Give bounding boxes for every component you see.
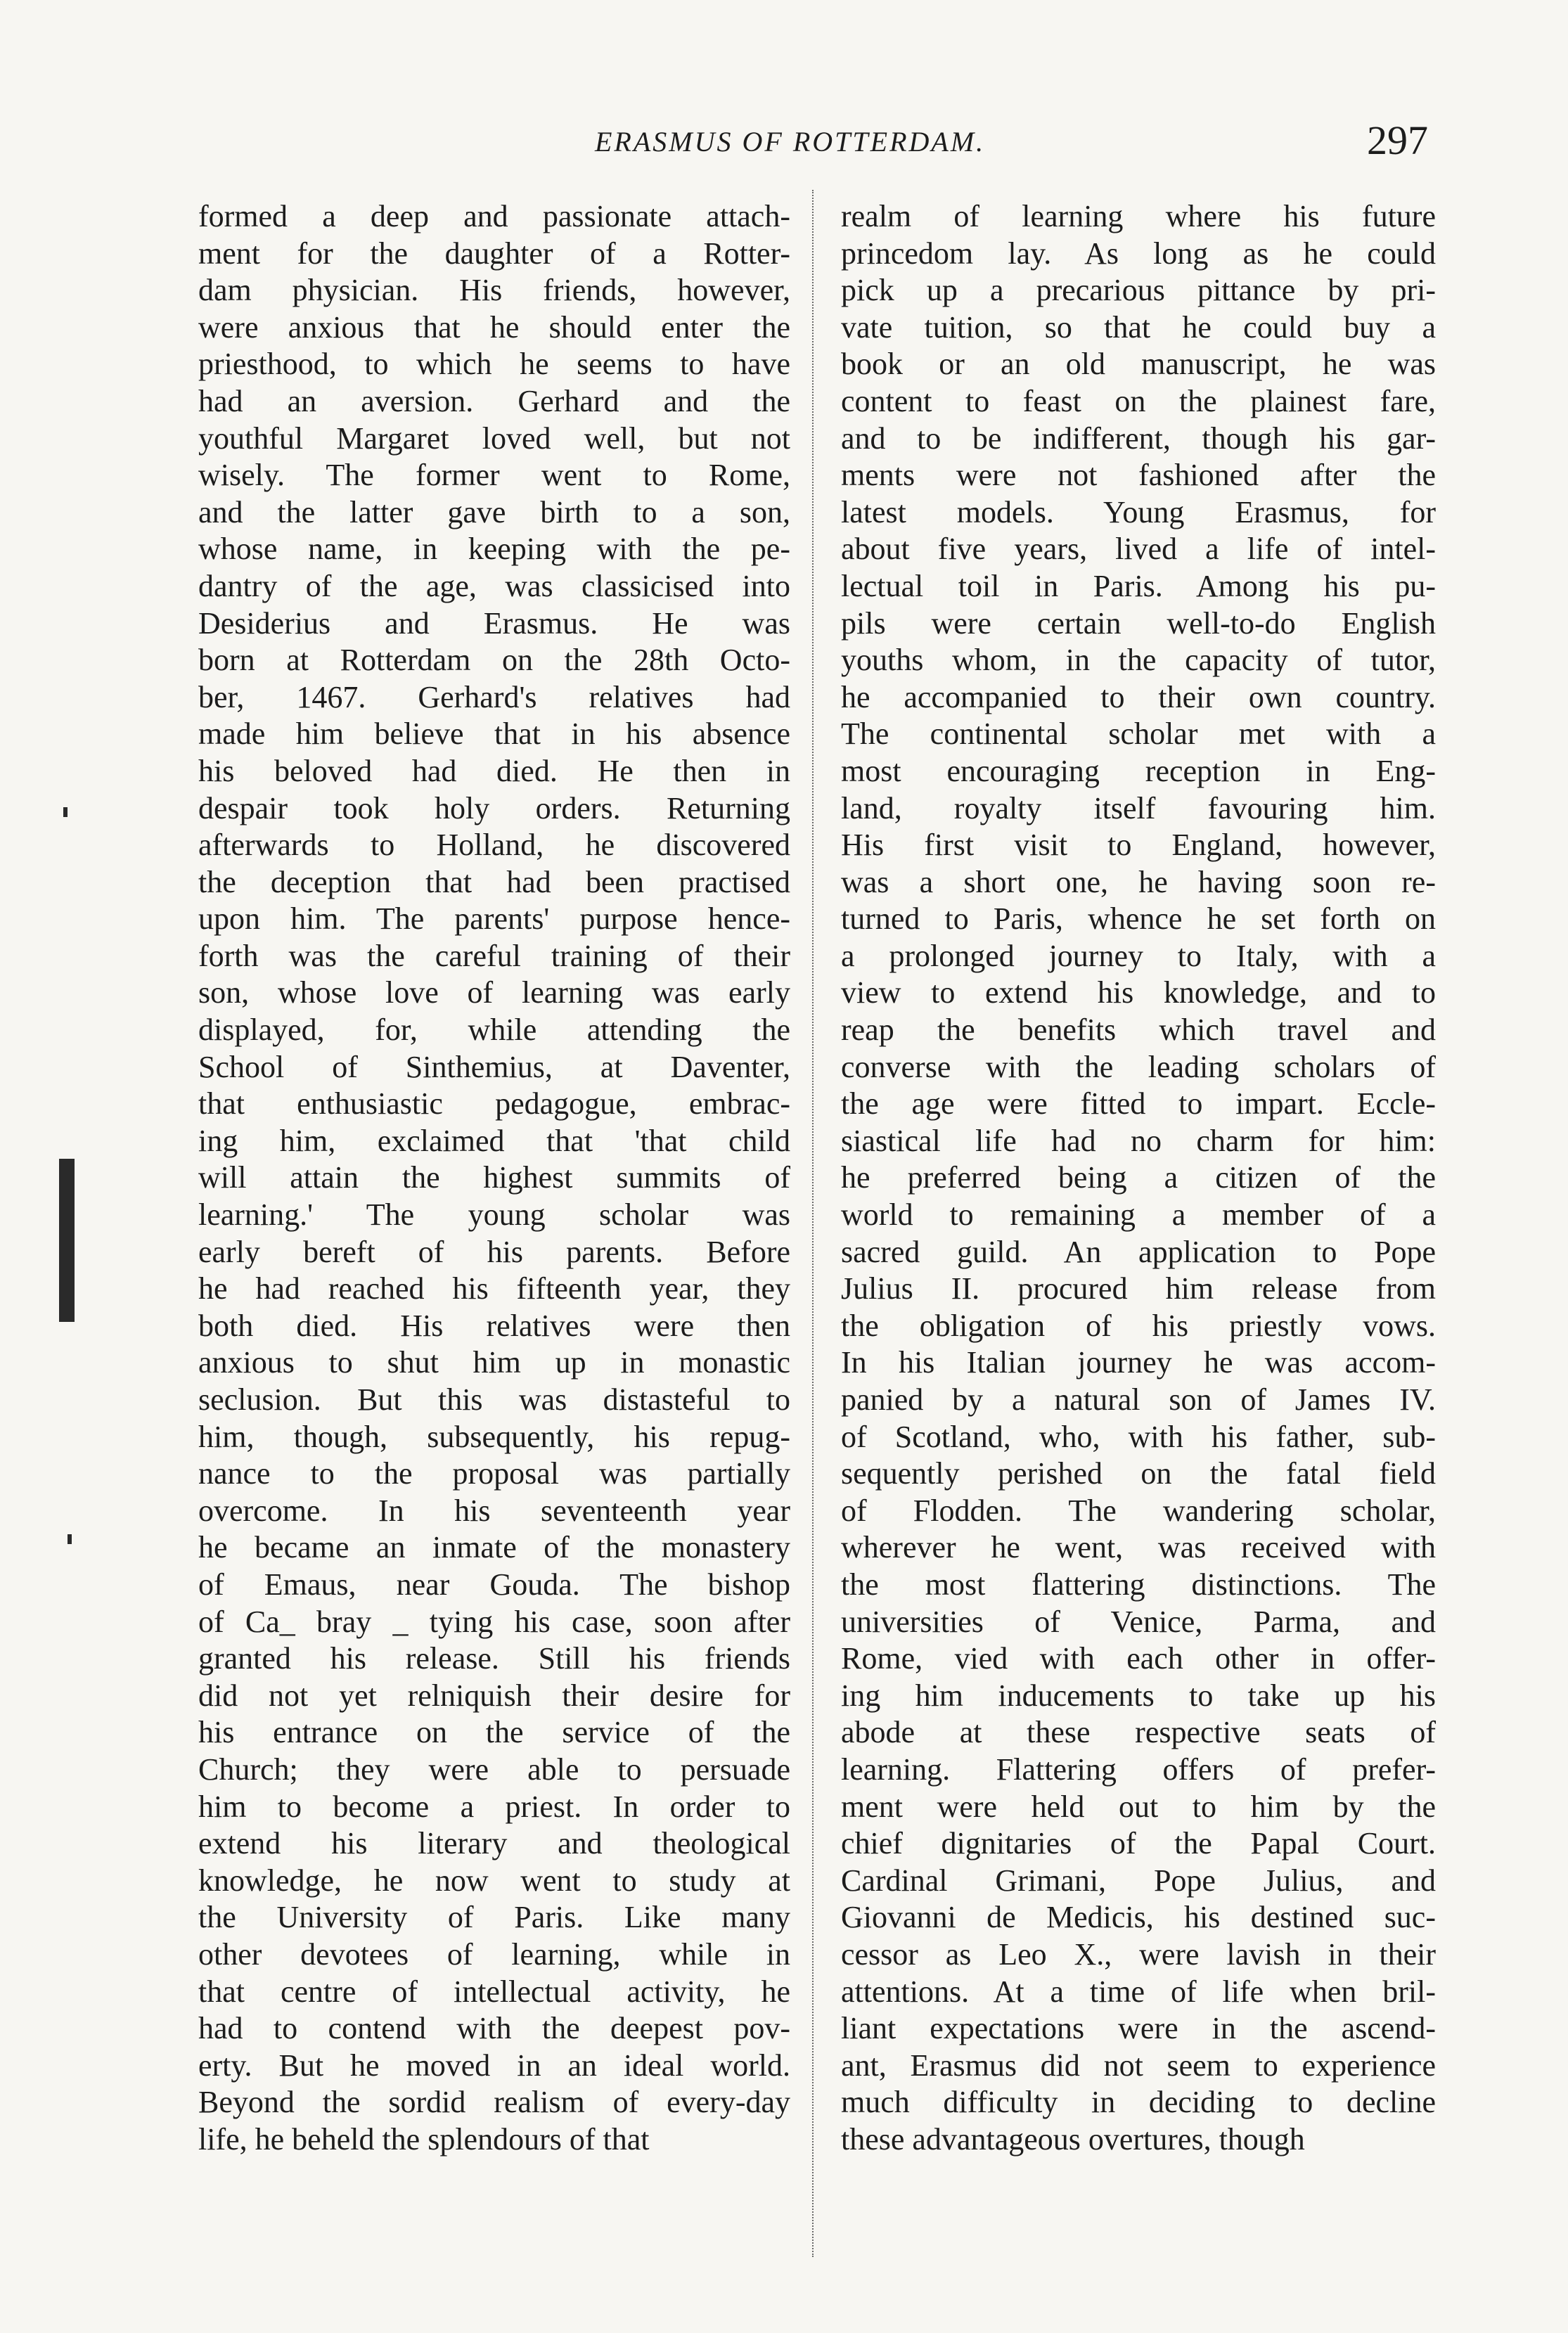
text-line: extend his literary and theological [198,1826,790,1861]
page-number: 297 [1367,117,1428,163]
text-line: anxious to shut him up in monastic [198,1345,790,1380]
text-line: learning. Flattering offers of prefer- [841,1752,1436,1787]
text-line: ments were not fashioned after the [841,458,1436,493]
text-line: ment for the daughter of a Rotter- [198,236,790,271]
text-line: son, whose love of learning was early [198,975,790,1010]
text-line: granted his release. Still his friends [198,1641,790,1676]
text-line: the obligation of his priestly vows. [841,1308,1436,1343]
text-line: he became an inmate of the monastery [198,1530,790,1565]
text-line: other devotees of learning, while in [198,1936,790,1972]
text-line: formed a deep and passionate attach- [198,199,790,233]
text-line: sacred guild. An application to Pope [841,1234,1436,1269]
text-line: abode at these respective seats of [841,1715,1436,1750]
text-line: was a short one, he having soon re- [841,864,1436,899]
text-line: ber, 1467. Gerhard's relatives had [198,679,790,714]
text-line: land, royalty itself favouring him. [841,790,1436,825]
text-line: book or an old manuscript, he was [841,347,1436,382]
text-line: youths whom, in the capacity of tutor, [841,643,1436,678]
text-line: of Emaus, near Gouda. The bishop [198,1567,790,1602]
text-line: born at Rotterdam on the 28th Octo- [198,643,790,678]
text-line: His first visit to England, however, [841,828,1436,863]
text-line: The continental scholar met with a [841,716,1436,752]
margin-dot-mark [68,1534,72,1544]
text-line: realm of learning where his future [841,199,1436,233]
text-line: did not yet relniquish their desire for [198,1678,790,1713]
text-line: overcome. In his seventeenth year [198,1493,790,1528]
text-line: the age were fitted to impart. Eccle- [841,1086,1436,1121]
text-line: turned to Paris, whence he set forth on [841,901,1436,937]
text-line: his beloved had died. He then in [198,753,790,788]
text-line: Rome, vied with each other in offer- [841,1641,1436,1676]
text-line: ment were held out to him by the [841,1789,1436,1824]
text-line: chief dignitaries of the Papal Court. [841,1826,1436,1861]
text-line: most encouraging reception in Eng- [841,753,1436,788]
text-line: had to contend with the deepest pov- [198,2011,790,2046]
text-line: erty. But he moved in an ideal world. [198,2048,790,2083]
text-line: universities of Venice, Parma, and [841,1604,1436,1639]
text-line: will attain the highest summits of [198,1160,790,1195]
text-line: nance to the proposal was partially [198,1456,790,1491]
text-line: of Scotland, who, with his father, sub- [841,1419,1436,1454]
text-line: ing him, exclaimed that 'that child [198,1123,790,1158]
text-line: panied by a natural son of James IV. [841,1382,1436,1417]
text-line: were anxious that he should enter the [198,309,790,345]
text-line: dantry of the age, was classicised into [198,568,790,603]
text-line: pick up a precarious pittance by pri- [841,273,1436,308]
text-line: had an aversion. Gerhard and the [198,383,790,418]
text-line: In his Italian journey he was accom- [841,1345,1436,1380]
text-line: and to be indifferent, though his gar- [841,420,1436,456]
text-line: vate tuition, so that he could buy a [841,309,1436,345]
text-line: converse with the leading scholars of [841,1049,1436,1084]
text-line: that centre of intellectual activity, he [198,1974,790,2009]
text-line: priesthood, to which he seems to have [198,347,790,382]
text-line: attentions. At a time of life when bril- [841,1974,1436,2009]
text-line: dam physician. His friends, however, [198,273,790,308]
text-line: the deception that had been practised [198,864,790,899]
text-line: wherever he went, was received with [841,1530,1436,1565]
text-line: lectual toil in Paris. Among his pu- [841,568,1436,603]
text-line: him to become a priest. In order to [198,1789,790,1824]
text-line: afterwards to Holland, he discovered [198,828,790,863]
text-line: his entrance on the service of the [198,1715,790,1750]
text-line: he accompanied to their own country. [841,679,1436,714]
right-text-column [841,198,1436,2158]
text-line: wisely. The former went to Rome, [198,458,790,493]
text-line: cessor as Leo X., were lavish in their [841,1936,1436,1972]
column-divider [812,190,814,2257]
left-text-column [198,198,790,2158]
text-line: Cardinal Grimani, Pope Julius, and [841,1863,1436,1898]
text-line: a prolonged journey to Italy, with a [841,938,1436,973]
text-line: of Flodden. The wandering scholar, [841,1493,1436,1528]
text-line: he preferred being a citizen of the [841,1160,1436,1195]
text-line: forth was the careful training of their [198,938,790,973]
text-line: sequently perished on the fatal field [841,1456,1436,1491]
running-head: ERASMUS OF ROTTERDAM. [595,126,986,158]
text-line: Desiderius and Erasmus. He was [198,605,790,641]
text-line: whose name, in keeping with the pe- [198,532,790,567]
text-line: much difficulty in deciding to decline [841,2085,1436,2120]
margin-dot-mark [63,807,68,817]
text-line: he had reached his fifteenth year, they [198,1271,790,1306]
text-line: knowledge, he now went to study at [198,1863,790,1898]
text-line: youthful Margaret loved well, but not [198,420,790,456]
text-line: liant expectations were in the ascend- [841,2011,1436,2046]
text-line: latest models. Young Erasmus, for [841,494,1436,529]
text-line: the most flattering distinctions. The [841,1567,1436,1602]
text-line: world to remaining a member of a [841,1197,1436,1233]
text-line: School of Sinthemius, at Daventer, [198,1049,790,1084]
text-line: both died. His relatives were then [198,1308,790,1343]
text-line: upon him. The parents' purpose hence- [198,901,790,937]
text-line: princedom lay. As long as he could [841,236,1436,271]
text-line: view to extend his knowledge, and to [841,975,1436,1010]
text-line: early bereft of his parents. Before [198,1234,790,1269]
text-line: despair took holy orders. Returning [198,790,790,825]
text-line: him, though, subsequently, his repug- [198,1419,790,1454]
text-line: siastical life had no charm for him: [841,1123,1436,1158]
text-line: these advantageous overtures, though [841,2121,1305,2157]
text-line: and the latter gave birth to a son, [198,494,790,529]
text-line: of Ca_ bray _ tying his case, soon after [198,1604,790,1639]
text-line: seclusion. But this was distasteful to [198,1382,790,1417]
text-line: made him believe that in his absence [198,716,790,752]
text-line: Giovanni de Medicis, his destined suc- [841,1900,1436,1935]
text-line: displayed, for, while attending the [198,1013,790,1048]
text-line: the University of Paris. Like many [198,1900,790,1935]
text-line: that enthusiastic pedagogue, embrac- [198,1086,790,1121]
text-line: Julius II. procured him release from [841,1271,1436,1306]
text-line: Church; they were able to persuade [198,1752,790,1787]
text-line: ing him inducements to take up his [841,1678,1436,1713]
text-line: learning.' The young scholar was [198,1197,790,1233]
text-line: life, he beheld the splendours of that [198,2121,650,2157]
margin-scan-mark [59,1159,75,1322]
text-line: about five years, lived a life of intel- [841,532,1436,567]
text-line: Beyond the sordid realism of every-day [198,2085,790,2120]
text-line: pils were certain well-to-do English [841,605,1436,641]
text-line: reap the benefits which travel and [841,1013,1436,1048]
text-line: ant, Erasmus did not seem to experience [841,2048,1436,2083]
text-line: content to feast on the plainest fare, [841,383,1436,418]
